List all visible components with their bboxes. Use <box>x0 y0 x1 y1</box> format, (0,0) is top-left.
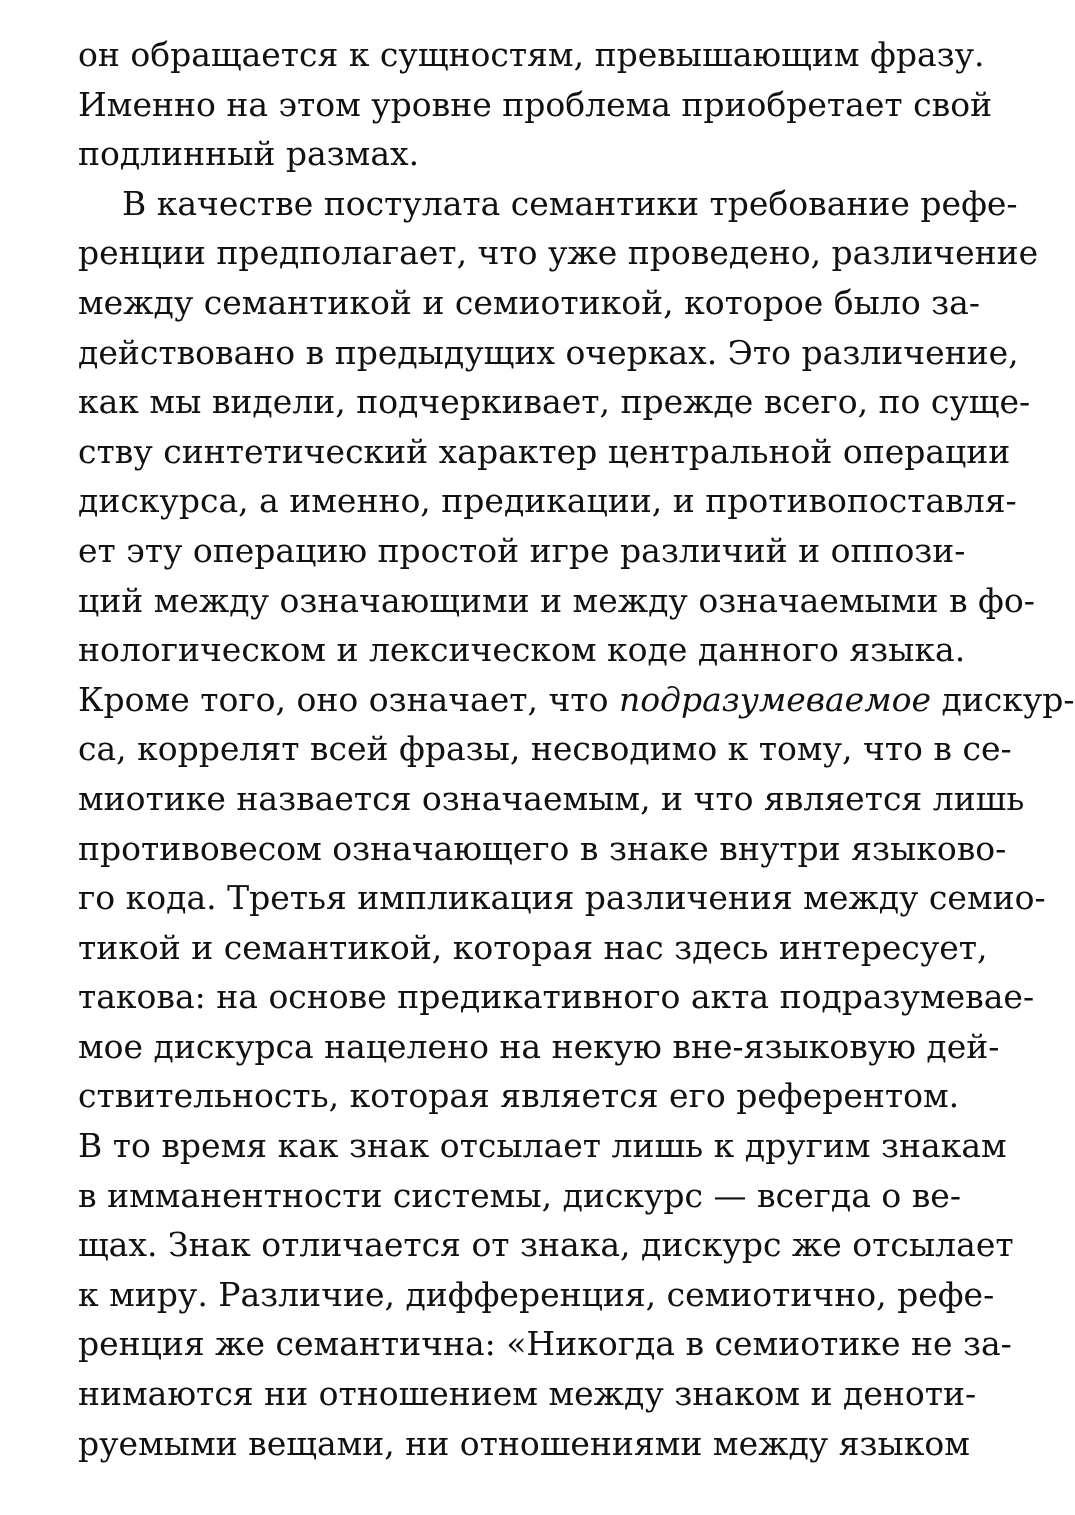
text-line-14 <box>78 675 1075 725</box>
text-line-2: Именно на этом уровне проблема приобретает свой <box>78 84 993 124</box>
text-line-28: нимаются ни отношением между знаком и деноти- <box>78 1374 977 1414</box>
text-line-25: щах. Знак отличается от знака, дискурс же отсылает <box>78 1225 1014 1265</box>
text-line-21: мое дискурса нацелено на некую вне-языковую дей- <box>78 1026 1000 1066</box>
text-line-15: са, коррелят всей фразы, несводимо к тому, что в се- <box>78 729 1012 769</box>
text-line-12: ций между означающими и между означаемыми в фо- <box>78 580 1035 620</box>
text-line-17: противовесом означающего в знаке внутри языково- <box>78 828 1007 868</box>
text-line-24: в имманентности системы, дискурс — всегда о ве- <box>78 1175 961 1215</box>
text-line-8: как мы видели, подчеркивает, прежде всего, по суще- <box>78 382 1031 422</box>
text-line-26: к миру. Различие, дифференция, семиотично, рефе- <box>78 1274 995 1314</box>
text-line-4: В качестве постулата семантики требование рефе- <box>122 183 1018 223</box>
text-line-1: он обращается к сущностям, превышающим фразу. <box>78 35 985 74</box>
text-line-9: ству синтетический характер центральной операции <box>78 431 1011 471</box>
document-page <box>78 30 1075 1468</box>
text-line-18: го кода. Третья импликация различения между семио- <box>78 878 1046 918</box>
text-line-11: ет эту операцию простой игре различий и оппози- <box>78 530 966 570</box>
text-line-20: такова: на основе предикативного акта подразумевае- <box>78 977 1035 1017</box>
text-line-27: ренция же семантична: «Никогда в семиотике не за- <box>78 1324 1012 1364</box>
text-line-22: ствительность, которая является его референтом. <box>78 1076 960 1116</box>
text-line-13: нологическом и лексическом коде данного языка. <box>78 630 966 670</box>
text-line-5: ренции предполагает, что уже проведено, различение <box>78 233 1039 273</box>
text-line-6: между семантикой и семиотикой, которое было за- <box>78 282 981 322</box>
text-line-10: дискурса, а именно, предикации, и противопоставля- <box>78 481 1017 521</box>
text-line-7: действовано в предыдущих очерках. Это различение, <box>78 332 1019 372</box>
text-line-16: миотике назвается означаемым, и что является лишь <box>78 778 1025 818</box>
text-line-29: руемыми вещами, ни отношениями между языком <box>78 1423 970 1463</box>
text-line-23: В то время как знак отсылает лишь к другим знакам <box>78 1126 1007 1166</box>
italic-term: подразумеваемое <box>618 679 931 719</box>
text-line-3: подлинный размах. <box>78 134 420 174</box>
text-line-14-start: Кроме того, оно означает, что <box>78 679 619 719</box>
text-line-19: тикой и семантикой, которая нас здесь интересует, <box>78 927 988 967</box>
text-line-14-end: дискур- <box>930 679 1075 719</box>
